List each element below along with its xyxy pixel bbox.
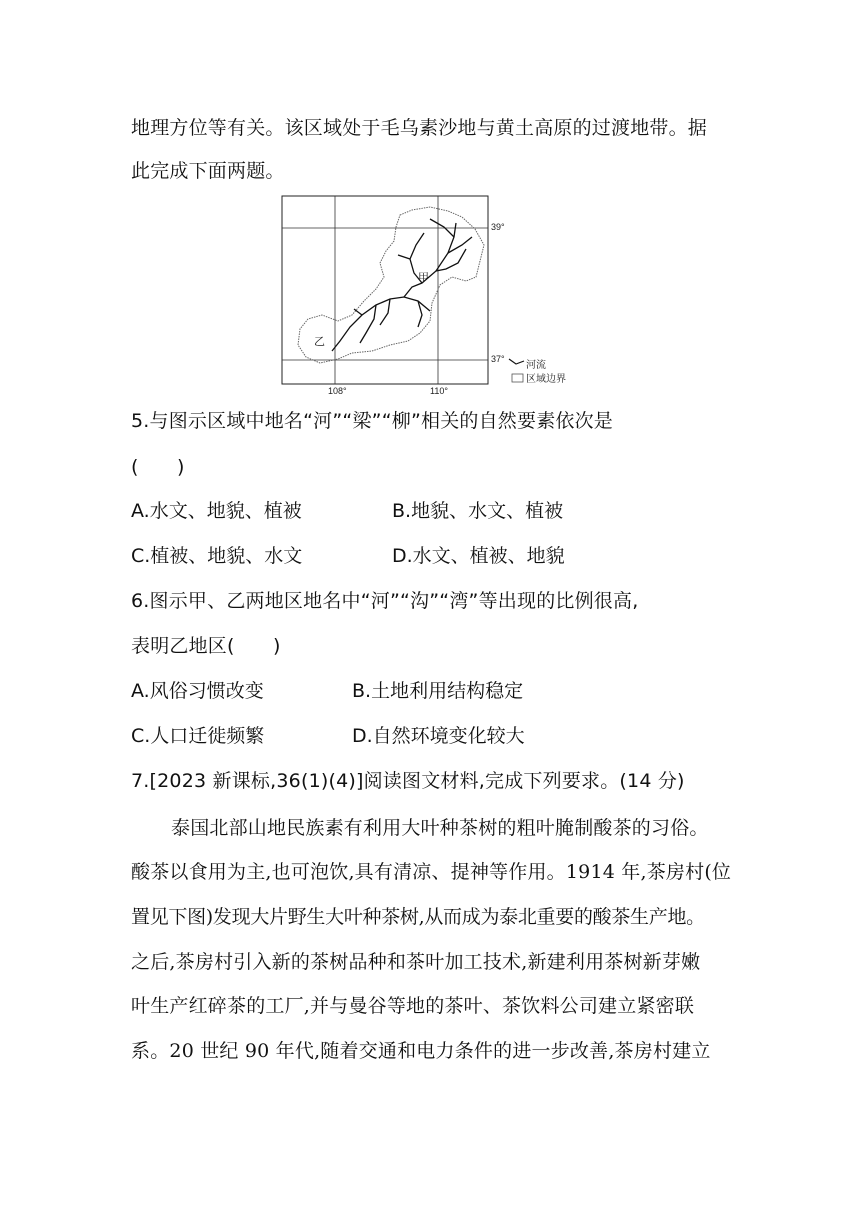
legend-boundary-icon <box>512 374 523 382</box>
map-frame <box>282 196 488 384</box>
legend-river-label: 河流 <box>526 360 546 371</box>
place-jia: 甲 <box>418 272 429 284</box>
intro-line-1: 地理方位等有关。该区域处于毛乌素沙地与黄土高原的过渡地带。据 <box>131 117 708 139</box>
legend-river-icon <box>509 359 524 364</box>
q6-option-c: C.人口迁徙频繁 <box>131 725 265 747</box>
q5-answer-paren: ( ) <box>131 456 185 478</box>
q5-option-b: B.地貌、水文、植被 <box>392 500 564 522</box>
q6-stem-line-1: 6.图示甲、乙两地区地名中“河”“沟”“湾”等出现的比例很高, <box>131 590 639 612</box>
q7-material-line-6: 系。20 世纪 90 年代,随着交通和电力条件的进一步改善,茶房村建立 <box>131 1040 711 1062</box>
q6-option-a: A.风俗习惯改变 <box>131 680 264 702</box>
q5-option-d: D.水文、植被、地貌 <box>392 545 565 567</box>
region-map <box>280 193 590 398</box>
q7-material-line-5: 叶生产红碎茶的工厂,并与曼谷等地的茶叶、茶饮料公司建立紧密联 <box>131 995 695 1017</box>
lon-label-110: 110° <box>430 386 448 396</box>
lon-label-108: 108° <box>328 386 347 396</box>
q7-material-line-1: 泰国北部山地民族素有利用大叶种茶树的粗叶腌制酸茶的习俗。 <box>171 817 709 839</box>
q5-option-a: A.水文、地貌、植被 <box>131 500 302 522</box>
q5-option-c: C.植被、地貌、水文 <box>131 545 303 567</box>
river-network <box>332 219 472 351</box>
q7-stem: 7.[2023 新课标,36(1)(4)]阅读图文材料,完成下列要求。(14 分) <box>131 770 685 792</box>
legend-boundary-label: 区域边界 <box>526 374 566 385</box>
lat-label-37: 37° <box>491 354 505 364</box>
q5-stem: 5.与图示区域中地名“河”“梁”“柳”相关的自然要素依次是 <box>131 410 613 432</box>
q7-material-line-3: 置见下图)发现大片野生大叶种茶树,从而成为泰北重要的酸茶生产地。 <box>131 906 705 928</box>
q7-material-line-2: 酸茶以食用为主,也可泡饮,具有清凉、提神等作用。1914 年,茶房村(位 <box>131 861 732 883</box>
lat-label-39: 39° <box>491 222 505 232</box>
place-yi: 乙 <box>314 336 325 348</box>
q6-option-d: D.自然环境变化较大 <box>352 725 525 747</box>
region-boundary <box>298 207 484 363</box>
intro-line-2: 此完成下面两题。 <box>131 160 285 182</box>
q6-option-b: B.土地利用结构稳定 <box>352 680 524 702</box>
q7-material-line-4: 之后,茶房村引入新的茶树品种和茶叶加工技术,新建利用茶树新芽嫩 <box>131 951 701 973</box>
q6-stem-line-2: 表明乙地区( ) <box>131 635 281 657</box>
